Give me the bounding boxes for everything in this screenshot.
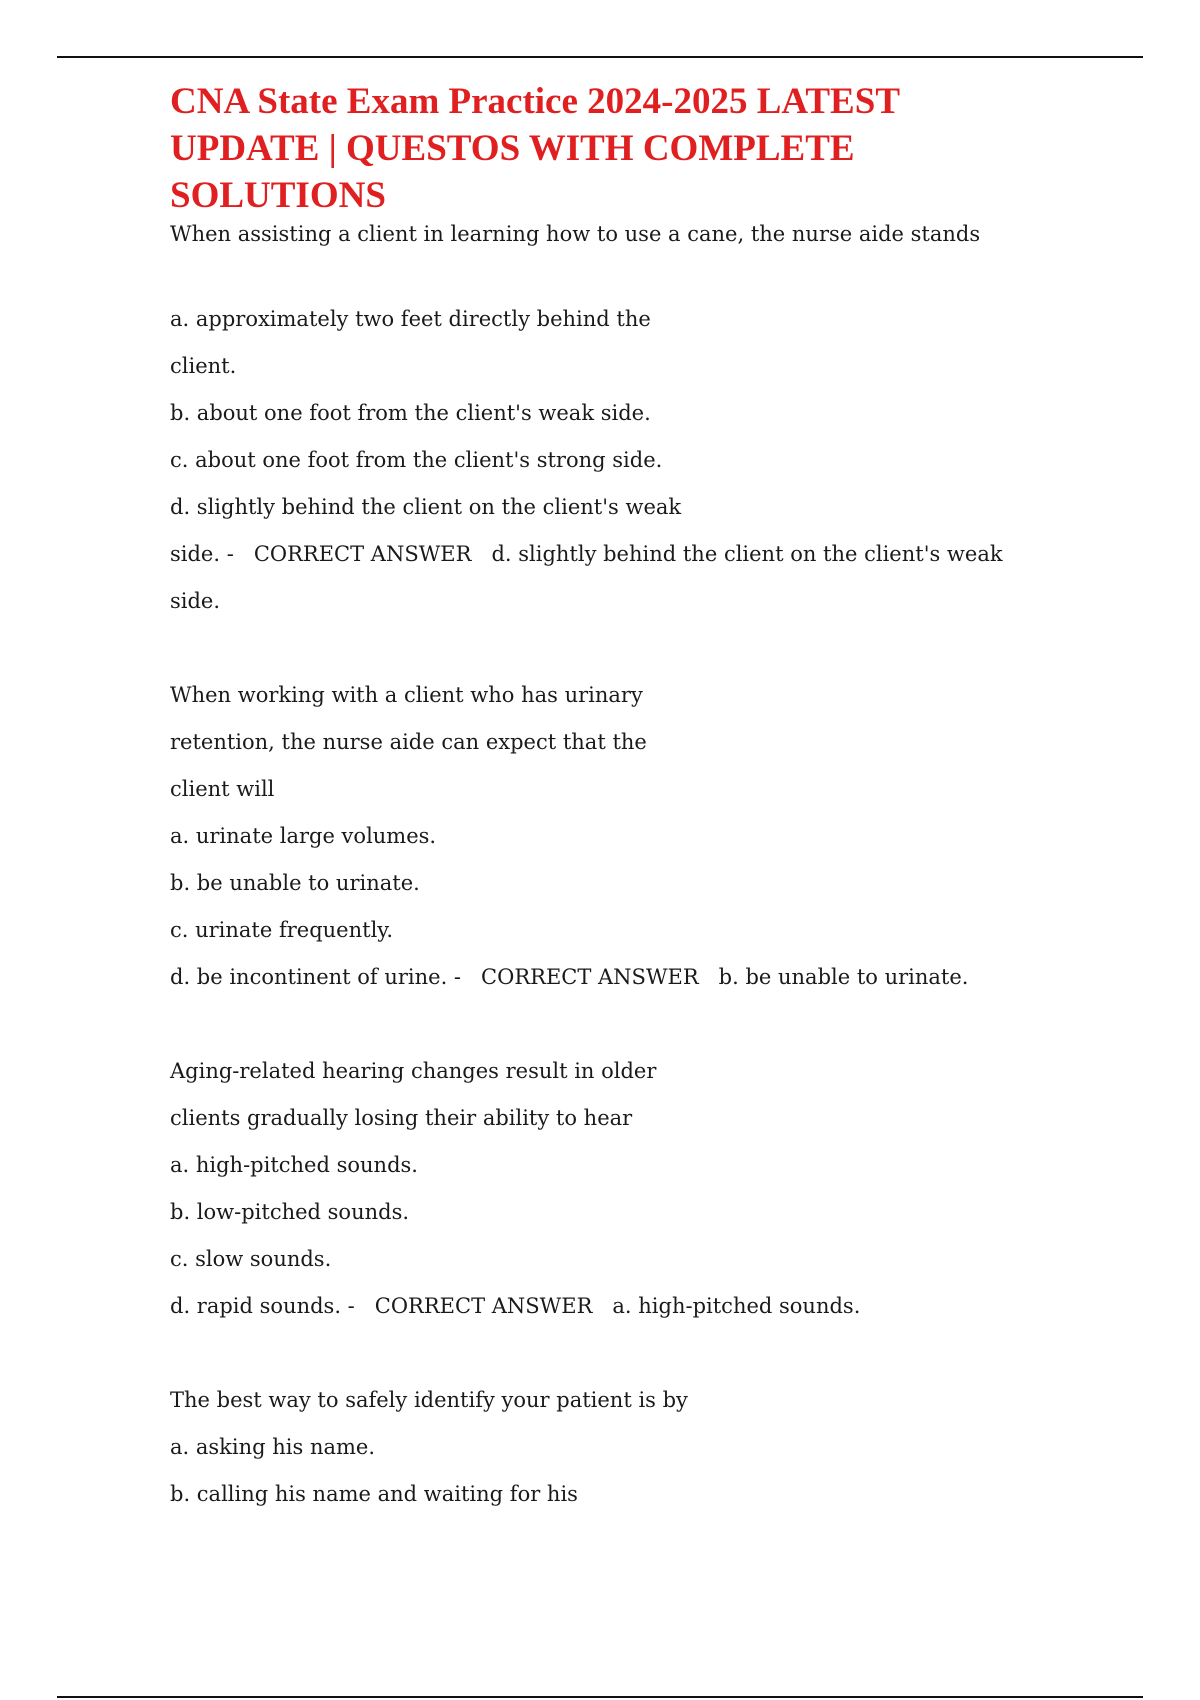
question-stem: When assisting a client in learning how to use a cane, the nurse aide stands xyxy=(170,222,981,246)
question-block xyxy=(170,672,1070,1001)
correct-answer-line xyxy=(170,531,1070,578)
answer-option: a. approximately two feet directly behind the xyxy=(170,307,651,331)
answer-option: b. calling his name and waiting for his xyxy=(170,1482,578,1506)
spacer xyxy=(170,249,1070,296)
question-stem: retention, the nurse aide can expect that the xyxy=(170,730,647,754)
answer-option: b. low-pitched sounds. xyxy=(170,1200,410,1224)
answer-option: b. about one foot from the client's weak side. xyxy=(170,401,651,425)
question-block xyxy=(170,1048,1070,1330)
spacer xyxy=(170,625,1070,672)
correct-answer: b. be unable to urinate. xyxy=(718,965,969,989)
title-line-1: CNA State Exam Practice 2024-2025 LATEST xyxy=(170,81,900,122)
answer-option: a. high-pitched sounds. xyxy=(170,1153,418,1177)
correct-answer-label: CORRECT ANSWER xyxy=(253,542,472,566)
question-block xyxy=(170,219,1070,625)
correct-answer-continuation: side. xyxy=(170,589,221,613)
answer-option: client. xyxy=(170,354,237,378)
question-stem: The best way to safely identify your patient is by xyxy=(170,1388,688,1412)
correct-answer-label: CORRECT ANSWER xyxy=(374,1294,593,1318)
answer-option: a. urinate large volumes. xyxy=(170,824,437,848)
spacer xyxy=(170,1330,1070,1377)
question-stem: Aging-related hearing changes result in older xyxy=(170,1059,657,1083)
answer-option: c. urinate frequently. xyxy=(170,918,394,942)
question-stem: clients gradually losing their ability to hear xyxy=(170,1106,633,1130)
answer-option: b. be unable to urinate. xyxy=(170,871,420,895)
document-body xyxy=(170,78,1070,1518)
top-rule xyxy=(57,56,1143,58)
spacer xyxy=(170,1001,1070,1048)
bottom-rule xyxy=(57,1696,1143,1698)
title-line-2: UPDATE | QUESTOS WITH COMPLETE SOLUTIONS xyxy=(170,128,855,216)
answer-prefix: d. be incontinent of urine. - xyxy=(170,965,462,989)
correct-answer-line xyxy=(170,1283,1070,1330)
answer-option: a. asking his name. xyxy=(170,1435,376,1459)
document-title xyxy=(170,78,1070,219)
correct-answer-line xyxy=(170,954,1070,1001)
answer-prefix: side. - xyxy=(170,542,234,566)
correct-answer-label: CORRECT ANSWER xyxy=(481,965,699,989)
answer-option: c. about one foot from the client's strong side. xyxy=(170,448,663,472)
question-stem: client will xyxy=(170,777,275,801)
correct-answer: a. high-pitched sounds. xyxy=(612,1294,861,1318)
question-stem: When working with a client who has urinary xyxy=(170,683,643,707)
answer-option: c. slow sounds. xyxy=(170,1247,332,1271)
question-block xyxy=(170,1377,1070,1518)
correct-answer: d. slightly behind the client on the client's weak xyxy=(491,542,1003,566)
answer-option: d. slightly behind the client on the client's weak xyxy=(170,495,682,519)
answer-prefix: d. rapid sounds. - xyxy=(170,1294,355,1318)
